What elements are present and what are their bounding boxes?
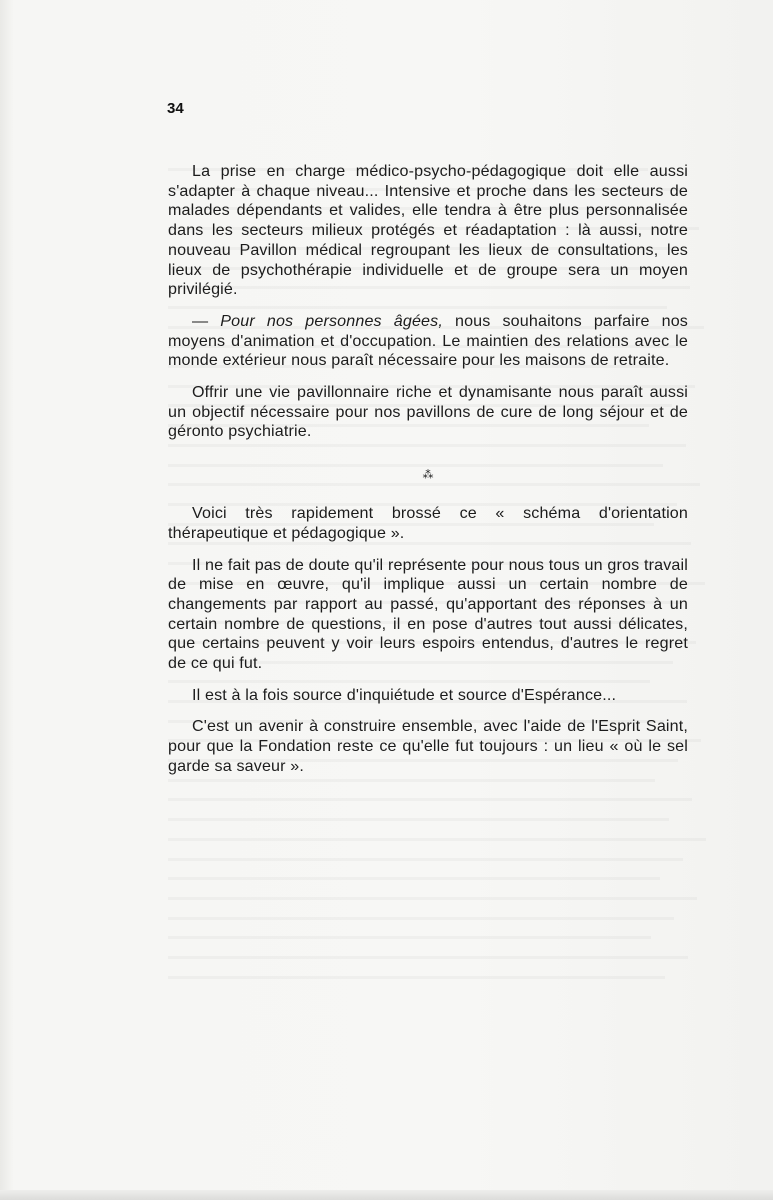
asterism-divider: [168, 464, 688, 482]
page-number: 34: [167, 100, 184, 117]
body-text: [168, 162, 688, 777]
paragraph-hope: Il est à la fois source d'inquiétude et source d'Espérance...: [192, 685, 617, 704]
paragraph-pavilion-life: Offrir une vie pavillonnaire riche et dynamisante nous paraît aussi un objectif nécessaire pour nos pavillons de cure de long séjour et de géronto psychiatrie.: [168, 383, 688, 441]
elderly-text: nous souhaitons parfaire nos moyens d'animation et d'occupation. Le maintien des relations avec le monde extérieur nous paraît nécessaire pour les maisons de retraite.: [168, 311, 688, 370]
elderly-heading: Pour nos personnes âgées,: [220, 311, 443, 330]
dash-prefix: —: [192, 311, 221, 330]
paragraph-summary: Voici très rapidement brossé ce « schéma d'orientation thérapeutique et pédagogique ».: [168, 504, 688, 542]
page-bottom-edge: [0, 1190, 773, 1200]
paragraph-elderly: [168, 312, 688, 371]
paragraph-future: C'est un avenir à construire ensemble, avec l'aide de l'Esprit Saint, pour que la Fondation reste ce qu'elle fut toujours : un lieu « où le sel garde sa saveur ».: [168, 717, 688, 775]
paragraph-workload: Il ne fait pas de doute qu'il représente pour nous tous un gros travail de mise en œuvre, qu'il implique aussi un certain nombre de changements par rapport au passé, qu'apportant des réponses à un certain nombre de questions, il en pose d'autres tout aussi délicates, que certains peuvent y voir leurs espoirs entendus, d'autres le regret de ce qui fut.: [168, 555, 688, 673]
paragraph-care: La prise en charge médico-psycho-pédagogique doit elle aussi s'adapter à chaque niveau... Intensive et proche dans les secteurs de malades dépendants et valides, elle tendra à être plus personnalisée dans les secteurs milieux protégés et réadaptation : là aussi, notre nouveau Pavillon médical regroupant les lieux de consultations, les lieux de psychothérapie individuelle et de groupe sera un moyen privilégié.: [168, 162, 688, 299]
asterism-glyph: ⁂: [422, 469, 434, 482]
